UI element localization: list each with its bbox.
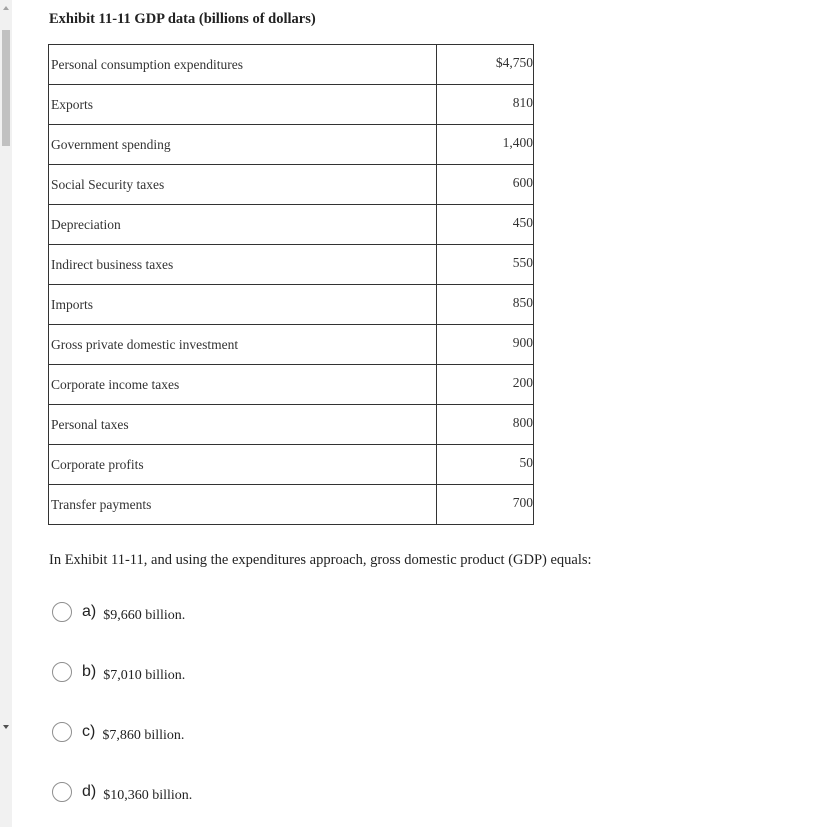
row-label: Government spending: [49, 125, 437, 165]
option-letter: c): [82, 723, 96, 740]
radio-button-c[interactable]: [52, 722, 72, 742]
row-value: 900: [437, 325, 534, 365]
table-row: [49, 445, 534, 485]
option-text: $7,860 billion.: [102, 728, 185, 743]
row-value: $4,750: [437, 45, 534, 85]
table-row: [49, 245, 534, 285]
table-row: [49, 285, 534, 325]
option-d[interactable]: [52, 780, 192, 804]
row-label: Gross private domestic investment: [49, 325, 437, 365]
row-value: 800: [437, 405, 534, 445]
table-row: [49, 365, 534, 405]
table-row: [49, 125, 534, 165]
row-label: Corporate income taxes: [49, 365, 437, 405]
row-value: 200: [437, 365, 534, 405]
option-text: $9,660 billion.: [103, 608, 186, 623]
scroll-thumb[interactable]: [2, 30, 10, 146]
question-text: In Exhibit 11-11, and using the expenditures approach, gross domestic product (GDP) equals:: [49, 552, 592, 568]
row-value: 600: [437, 165, 534, 205]
option-a[interactable]: [52, 600, 185, 624]
scroll-down-arrow-icon[interactable]: [3, 725, 9, 729]
row-label: Corporate profits: [49, 445, 437, 485]
row-value: 550: [437, 245, 534, 285]
option-letter: b): [82, 663, 97, 680]
row-label: Social Security taxes: [49, 165, 437, 205]
row-value: 1,400: [437, 125, 534, 165]
option-text: $7,010 billion.: [103, 668, 186, 683]
table-row: [49, 205, 534, 245]
row-label: Indirect business taxes: [49, 245, 437, 285]
row-value: 50: [437, 445, 534, 485]
table-row: [49, 165, 534, 205]
row-label: Imports: [49, 285, 437, 325]
table-row: [49, 325, 534, 365]
row-value: 700: [437, 485, 534, 525]
row-label: Personal consumption expenditures: [49, 45, 437, 85]
option-letter: a): [82, 603, 97, 620]
option-letter: d): [82, 783, 97, 800]
option-c[interactable]: [52, 720, 184, 744]
row-label: Personal taxes: [49, 405, 437, 445]
row-label: Depreciation: [49, 205, 437, 245]
vertical-scrollbar[interactable]: [0, 0, 12, 827]
radio-button-a[interactable]: [52, 602, 72, 622]
row-value: 450: [437, 205, 534, 245]
table-row: [49, 45, 534, 85]
scroll-up-arrow-icon[interactable]: [3, 6, 9, 10]
row-label: Transfer payments: [49, 485, 437, 525]
row-label: Exports: [49, 85, 437, 125]
option-b[interactable]: [52, 660, 185, 684]
radio-button-b[interactable]: [52, 662, 72, 682]
row-value: 810: [437, 85, 534, 125]
table-row: [49, 485, 534, 525]
gdp-data-table: [48, 44, 534, 525]
exhibit-title: Exhibit 11-11 GDP data (billions of dollars): [49, 11, 316, 27]
table-row: [49, 405, 534, 445]
radio-button-d[interactable]: [52, 782, 72, 802]
table-row: [49, 85, 534, 125]
row-value: 850: [437, 285, 534, 325]
option-text: $10,360 billion.: [103, 788, 193, 803]
